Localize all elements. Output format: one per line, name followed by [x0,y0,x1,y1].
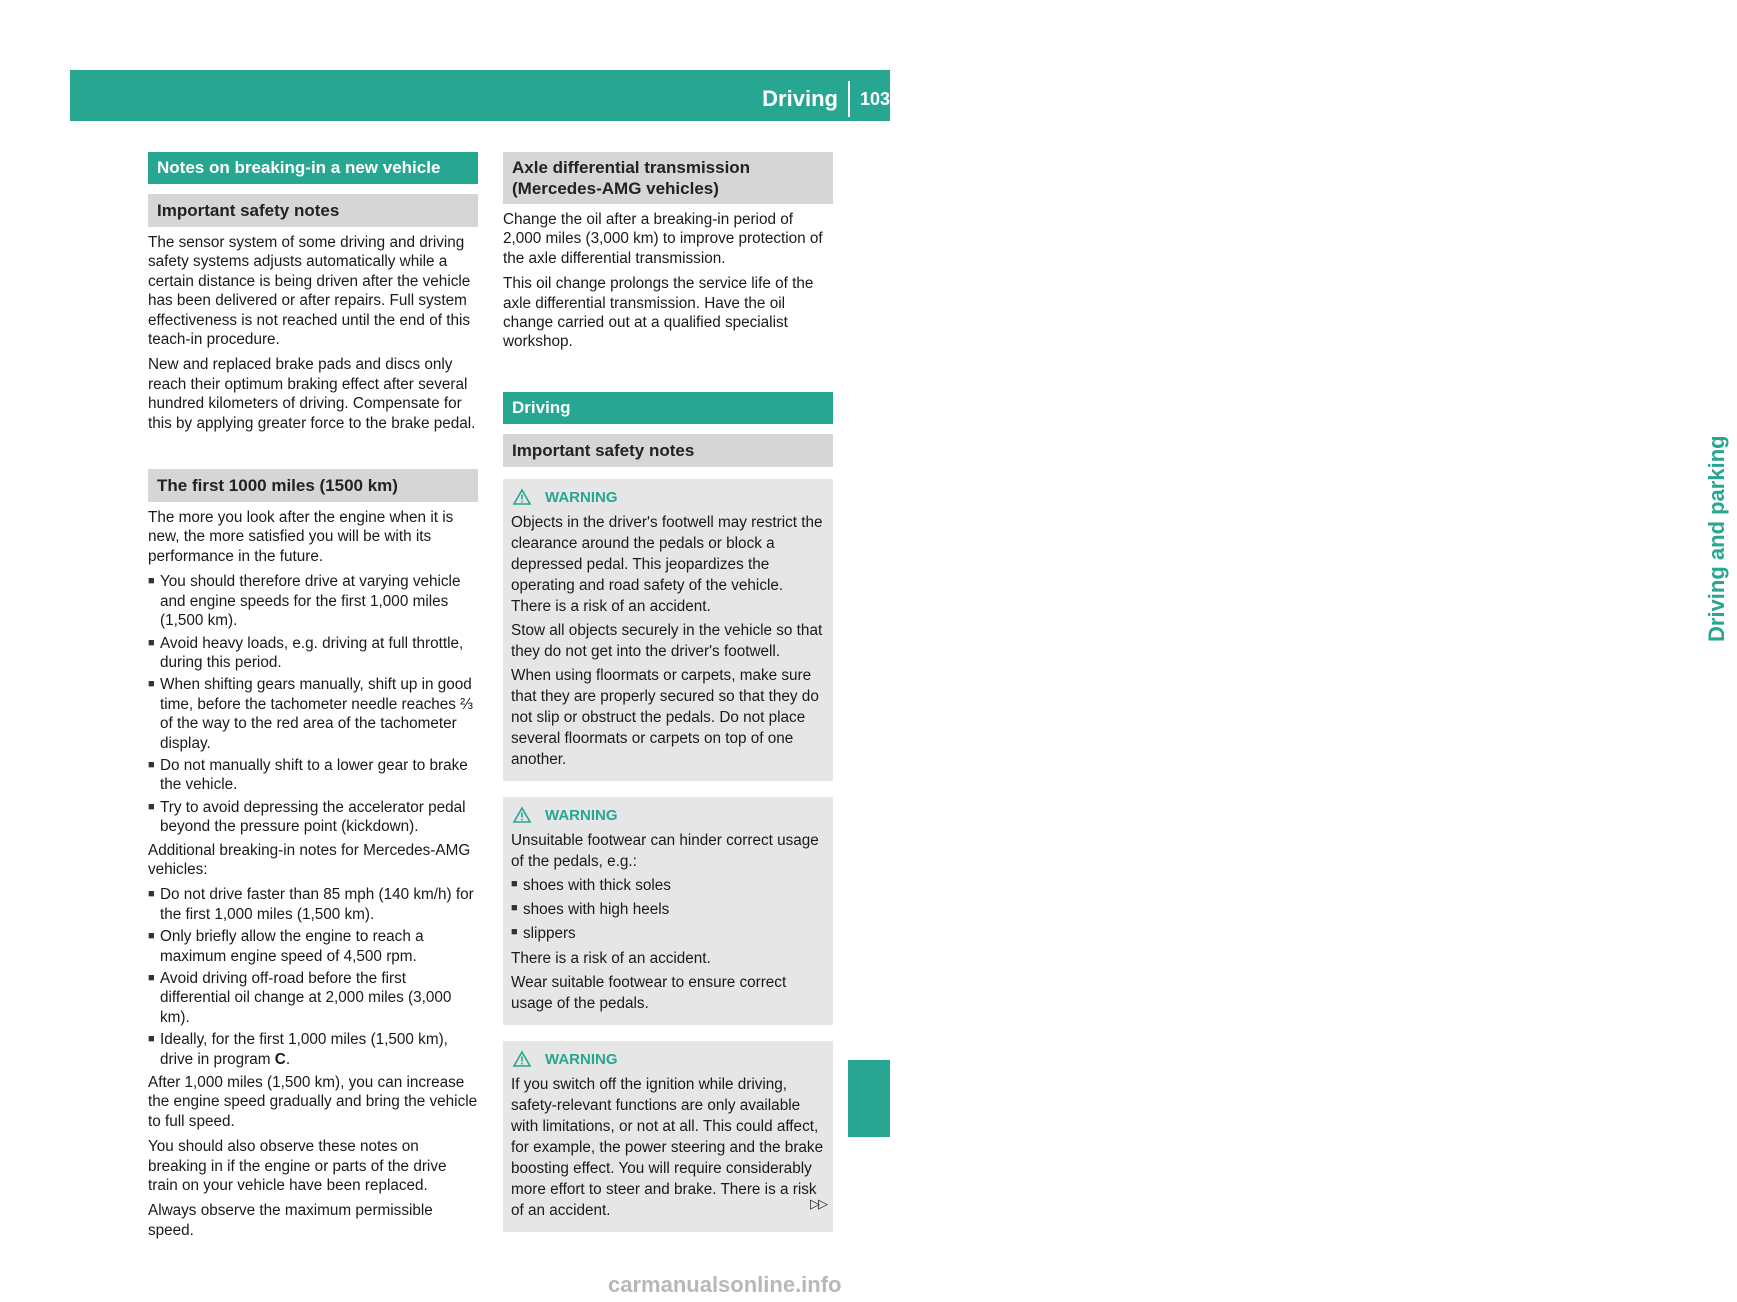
list-item: ■ Avoid heavy loads, e.g. driving at full throttle, during this period. [148,634,464,671]
warning-label: WARNING [545,806,618,824]
bullet-icon: ■ [511,901,518,914]
paragraph: If you switch off the ignition while driving, safety-relevant functions are only available with limitations, or not at all. This could affect, for example, the power steering and the brake boosting effect. You will require considerably more effort to steer and brake. There is a risk of an accident. [511,1075,824,1219]
bullet-icon: ■ [148,758,155,771]
list-item: ■ When shifting gears manually, shift up in good time, before the tachometer needle reaches ⅔ of the way to the red area of the tachometer display. [148,676,473,752]
subheading-driving-safety-notes: Important safety notes [503,434,833,467]
paragraph: When using floormats or carpets, make sure that they are properly secured so that they do not slip or obstruct the pedals. Do not place several floormats or carpets on top of one another. [511,666,819,768]
list-item: ■ Ideally, for the first 1,000 miles (1,500 km), drive in program C. [148,1031,448,1068]
paragraph: The more you look after the engine when it is new, the more satisfied you will be with its performance in the future. [148,509,454,565]
bullet-icon: ■ [148,930,155,943]
bullet-icon: ■ [148,575,155,588]
warning-box [503,479,833,781]
paragraph: There is a risk of an accident. [511,949,711,967]
side-tab-label: Driving and parking [1704,435,1729,643]
subheading-safety-notes: Important safety notes [148,194,478,227]
header-divider [848,81,850,117]
continue-arrow-icon: ▷▷ [810,1196,826,1211]
list-item: ■ slippers [511,924,576,942]
warning-box [503,1041,833,1232]
list-item: ■ shoes with high heels [511,900,670,918]
list-item: ■ Do not drive faster than 85 mph (140 km/h) for the first 1,000 miles (1,500 km). [148,886,474,923]
paragraph: Wear suitable footwear to ensure correct usage of the pedals. [511,973,787,1012]
list-item: ■ shoes with thick soles [511,876,671,894]
watermark: carmanualsonline.info [608,1272,842,1297]
warning-heading [511,489,825,506]
side-tab-marker [848,1060,890,1137]
paragraph: Objects in the driver's footwell may restrict the clearance around the pedals or block a depressed pedal. This jeopardizes the operating and road safety of the vehicle. There is a risk of an accident. [511,513,823,615]
warning-label: WARNING [545,488,618,506]
bullet-icon: ■ [511,877,518,890]
bullet-list [148,572,478,836]
paragraph: Unsuitable footwear can hinder correct usage of the pedals, e.g.: [511,831,819,870]
paragraph: Stow all objects securely in the vehicle so that they do not get into the driver's footwell. [511,621,823,660]
paragraph: New and replaced brake pads and discs only reach their optimum braking effect after several hundred kilometers of driving. Compensate for this by applying greater force to the brake pedal. [148,356,476,432]
left-column [148,152,478,1246]
paragraph: Always observe the maximum permissible speed. [148,1202,433,1239]
bullet-icon: ■ [148,972,155,984]
warning-triangle-icon [513,489,531,505]
warning-triangle-icon [513,1051,531,1067]
right-column [503,152,833,1248]
paragraph: You should also observe these notes on breaking in if the engine or parts of the drive train on your vehicle have been replaced. [148,1138,447,1195]
warning-label: WARNING [545,1050,618,1068]
page-number: 103 [859,88,890,109]
section-heading-driving: Driving [503,392,833,424]
warning-heading [511,807,825,824]
bullet-icon: ■ [148,1033,155,1046]
program-c-label: C [274,1050,286,1068]
section-heading-breaking-in: Notes on breaking-in a new vehicle [148,152,478,184]
warning-box [503,797,833,1025]
paragraph: After 1,000 miles (1,500 km), you can increase the engine speed gradually and bring the vehicle to full speed. [148,1074,478,1130]
bullet-list [148,885,478,1069]
warning-heading [511,1051,825,1068]
bullet-icon: ■ [148,888,155,901]
bullet-icon: ■ [511,925,518,938]
list-item: ■ Do not manually shift to a lower gear to brake the vehicle. [148,756,468,794]
bullet-icon: ■ [148,800,155,813]
header-section-title: Driving [762,86,838,111]
list-item: ■ Try to avoid depressing the accelerator pedal beyond the pressure point (kickdown). [148,798,466,836]
paragraph: The sensor system of some driving and driving safety systems adjusts automatically while a certain distance is being driven after the vehicle has been delivered or after repairs. Full system effectiveness is not reached until the end of this teach-in procedure. [148,234,471,349]
list-item: ■ Avoid driving off-road before the first differential oil change at 2,000 miles (3,000 km). [148,970,452,1026]
bullet-list [511,875,825,944]
bullet-icon: ■ [148,678,155,691]
list-item: ■ You should therefore drive at varying vehicle and engine speeds for the first 1,000 miles (1,500 km). [148,573,461,630]
paragraph: Additional breaking-in notes for Mercedes-AMG vehicles: [148,841,471,878]
subheading-first-1000-miles: The first 1000 miles (1500 km) [148,469,478,502]
running-header [762,84,890,114]
subheading-axle-differential: Axle differential transmission (Mercedes-AMG vehicles) [503,152,833,204]
bullet-icon: ■ [148,636,155,649]
list-item: ■ Only briefly allow the engine to reach a maximum engine speed of 4,500 rpm. [148,928,424,965]
warning-triangle-icon [513,807,531,823]
paragraph: This oil change prolongs the service life of the axle differential transmission. Have the oil change carried out at a qualified specialist workshop. [503,275,814,351]
paragraph: Change the oil after a breaking-in period of 2,000 miles (3,000 km) to improve protection of the axle differential transmission. [503,211,823,267]
